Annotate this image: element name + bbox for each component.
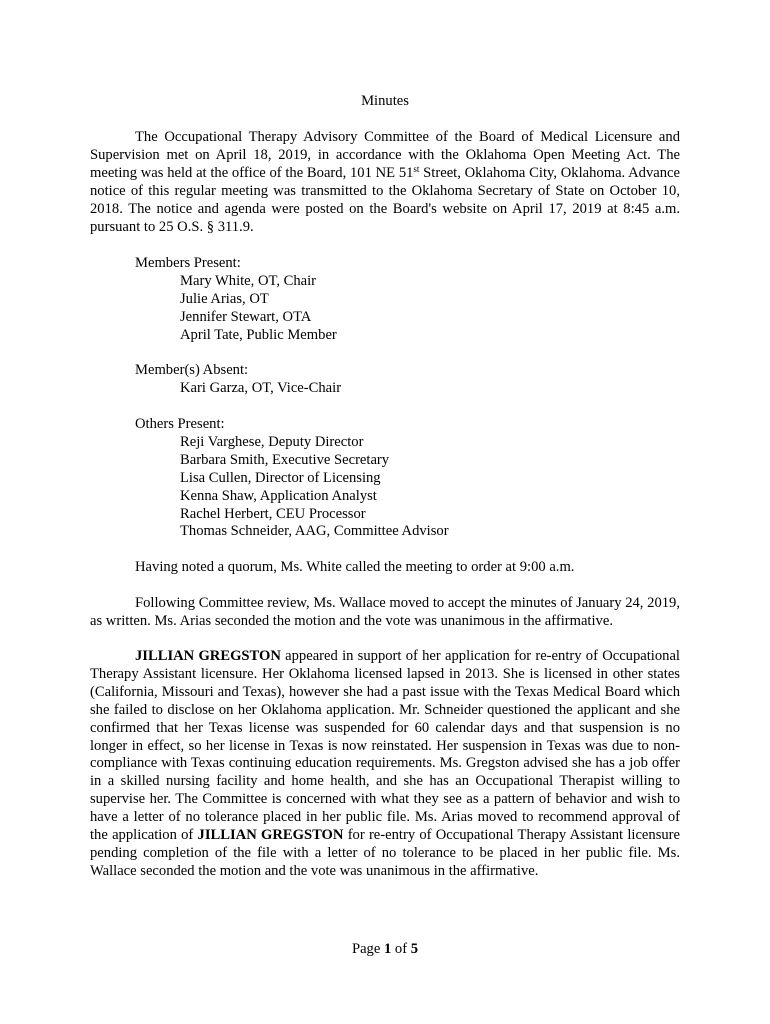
members-absent-section	[135, 362, 341, 398]
members-present-section	[135, 255, 337, 345]
member-name: Jennifer Stewart, OTA	[180, 308, 312, 325]
applicant-name: JILLIAN GREGSTON	[135, 648, 281, 664]
other-attendee-name: Rachel Herbert, CEU Processor	[180, 505, 366, 522]
other-attendee-name: Thomas Schneider, AAG, Committee Advisor	[180, 523, 449, 540]
members-absent-heading: Member(s) Absent:	[135, 362, 249, 378]
document-title: Minutes	[361, 93, 409, 109]
gregston-paragraph	[90, 648, 680, 881]
absent-member-name: Kari Garza, OT, Vice-Chair	[180, 379, 342, 396]
members-present-heading: Members Present:	[135, 255, 241, 271]
others-present-heading: Others Present:	[135, 416, 225, 432]
page-of-label: of	[391, 941, 411, 957]
gregston-text-part2: for re-entry of Occupational Therapy Assistant licensure pending completion of the file with a letter of no tolerance to be placed in her public file. Ms. Wallace seconded the motion and the vote was unanimous in the affirmative.	[90, 827, 681, 879]
gregston-text-part1: appeared in support of her application for re-entry of Occupational Therapy Assistant licensure. Her Oklahoma licensed lapsed in 2013. She is licensed in other states (California, Missouri and Texas), however she had a past issue with the Texas Medical Board which she failed to disclose on her Oklahoma application. Mr. Schneider questioned the applicant and she confirmed that her Texas license was suspended for 60 calendar days and that suspension is no longer in effect, so her license in Texas is now reinstated. Her suspension in Texas was due to non-compliance with Texas continuing education requirements. Ms. Gregston advised she has a job offer in a skilled nursing facility and home health, and she has an Occupational Therapist willing to supervise her. The Committee is concerned with what they see as a pattern of behavior and wish to have a letter of no tolerance placed in her public file. Ms. Arias moved to recommend approval of the application of	[90, 648, 680, 844]
page-footer	[0, 941, 770, 959]
applicant-name: JILLIAN GREGSTON	[197, 827, 344, 844]
other-attendee-name: Lisa Cullen, Director of Licensing	[180, 469, 381, 486]
current-page-number: 1	[383, 941, 392, 957]
quorum-statement: Having noted a quorum, Ms. White called the meeting to order at 9:00 a.m.	[135, 559, 575, 575]
total-pages-number: 5	[410, 941, 419, 957]
others-present-section	[135, 416, 449, 541]
other-attendee-name: Barbara Smith, Executive Secretary	[180, 451, 390, 468]
intro-text-part2: Street, Oklahoma City, Oklahoma. Advance notice of this regular meeting was transmitted to the Oklahoma Secretary of State on October 10, 2018. The notice and agenda were posted on the Board's website on April 17, 2019 at 8:45 a.m. pursuant to 25 O.S. § 311.9.	[90, 164, 680, 235]
member-name: Mary White, OT, Chair	[180, 272, 317, 289]
intro-text-part1: The Occupational Therapy Advisory Committee of the Board of Medical Licensure and Supervision met on April 18, 2019, in accordance with the Oklahoma Open Meeting Act. The meeting was held at the office of the Board, 101 NE 51	[90, 129, 680, 181]
other-attendee-name: Kenna Shaw, Application Analyst	[180, 487, 377, 504]
member-name: April Tate, Public Member	[180, 326, 337, 343]
ordinal-suffix: st	[413, 163, 420, 174]
intro-paragraph	[90, 129, 680, 236]
page-label: Page	[351, 941, 384, 957]
other-attendee-name: Reji Varghese, Deputy Director	[180, 433, 364, 450]
minutes-approval-paragraph: Following Committee review, Ms. Wallace moved to accept the minutes of January 24, 2019, as written. Ms. Arias seconded the motion and the vote was unanimous in the affirmative.	[90, 595, 680, 629]
member-name: Julie Arias, OT	[180, 290, 269, 307]
